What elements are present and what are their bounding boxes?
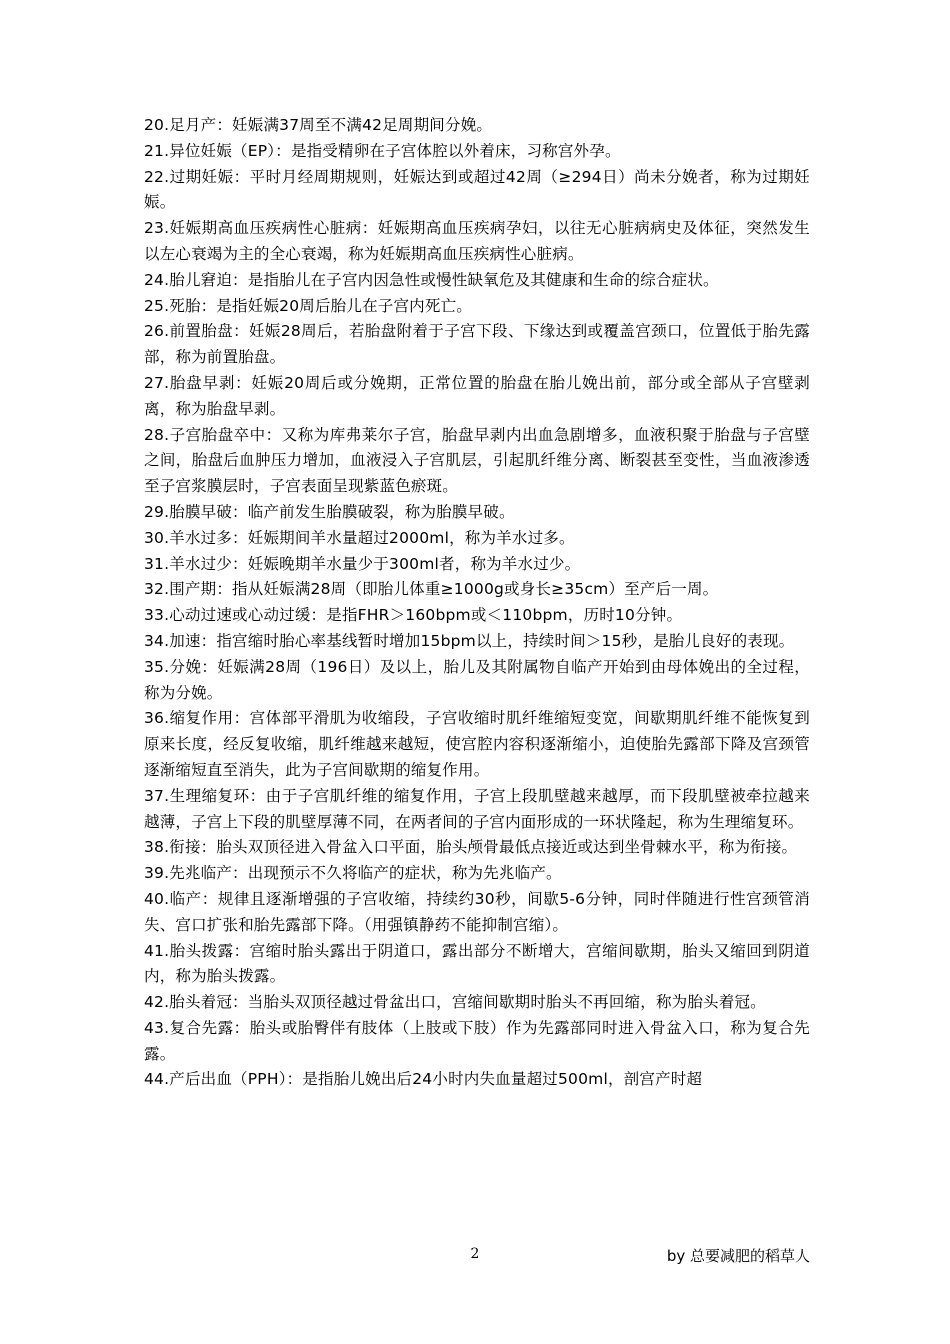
definition-entry: 41.胎头拨露：宫缩时胎头露出于阴道口，露出部分不断增大，宫缩间歇期，胎头又缩回到阴道内，称为胎头拨露。	[144, 941, 810, 986]
definition-entry: 31.羊水过少：妊娠晚期羊水量少于300ml者，称为羊水过少。	[144, 554, 581, 573]
definition-entry: 20.足月产：妊娠满37周至不满42足周期间分娩。	[144, 116, 493, 134]
definition-entry: 37.生理缩复环：由于子宫肌纤维的缩复作用，子宫上段肌壁越来越厚，而下段肌壁被牵拉越来越薄，子宫上下段的肌壁厚薄不同，在两者间的子宫内面形成的一环状隆起，称为生理缩复环。	[144, 786, 810, 831]
definition-entry: 23.妊娠期高血压疾病性心脏病：妊娠期高血压疾病孕妇，以往无心脏病病史及体征，突然发生以左心衰竭为主的全心衰竭，称为妊娠期高血压疾病性心脏病。	[144, 219, 810, 263]
definition-entry: 26.前置胎盘：妊娠28周后，若胎盘附着于子宫下段、下缘达到或覆盖宫颈口，位置低于胎先露部，称为前置胎盘。	[144, 322, 810, 367]
definitions-list	[144, 113, 810, 1093]
definition-entry: 36.缩复作用：宫体部平滑肌为收缩段，子宫收缩时肌纤维缩短变宽，间歇期肌纤维不能恢复到原来长度，经反复收缩，肌纤维越来越短，使宫腔内容积逐渐缩小，迫使胎先露部下降及宫颈管逐渐缩短直至消失，此为子宫间歇期的缩复作用。	[144, 709, 810, 779]
definition-entry: 27.胎盘早剥：妊娠20周后或分娩期，正常位置的胎盘在胎儿娩出前，部分或全部从子宫壁剥离，称为胎盘早剥。	[144, 373, 810, 418]
definition-entry: 38.衔接：胎头双顶径进入骨盆入口平面，胎头颅骨最低点接近或达到坐骨棘水平，称为衔接。	[144, 838, 798, 857]
definition-entry: 43.复合先露：胎头或胎臀伴有肢体（上肢或下肢）作为先露部同时进入骨盆入口，称为复合先露。	[144, 1018, 810, 1063]
author-credit: by 总要减肥的稻草人	[666, 1247, 810, 1265]
definition-entry: 39.先兆临产：出现预示不久将临产的症状，称为先兆临产。	[144, 864, 562, 883]
definition-entry: 42.胎头着冠：当胎头双顶径越过骨盆出口，宫缩间歇期时胎头不再回缩，称为胎头着冠。	[144, 993, 766, 1012]
definition-entry: 25.死胎：是指妊娠20周后胎儿在子宫内死亡。	[144, 296, 472, 315]
definition-entry: 44.产后出血（PPH）：是指胎儿娩出后24小时内失血量超过500ml，剖宫产时超	[144, 1070, 703, 1089]
definition-entry: 32.围产期：指从妊娠满28周（即胎儿体重≥1000g或身长≥35cm）至产后一周。	[144, 580, 719, 599]
definition-entry: 30.羊水过多：妊娠期间羊水量超过2000ml，称为羊水过多。	[144, 528, 575, 547]
definition-entry: 21.异位妊娠（EP）：是指受精卵在子宫体腔以外着床，习称宫外孕。	[144, 141, 621, 160]
definition-entry: 34.加速：指宫缩时胎心率基线暂时增加15bpm以上，持续时间＞15秒，是胎儿良好的表现。	[144, 631, 795, 650]
definition-entry: 22.过期妊娠：平时月经周期规则，妊娠达到或超过42周（≥294日）尚未分娩者，称为过期妊娠。	[144, 167, 810, 212]
definition-entry: 33.心动过速或心动过缓：是指FHR＞160bpm或＜110bpm，历时10分钟。	[144, 606, 683, 625]
definition-entry: 24.胎儿窘迫：是指胎儿在子宫内因急性或慢性缺氧危及其健康和生命的综合症状。	[144, 270, 719, 289]
definition-entry: 28.子宫胎盘卒中：又称为库弗莱尔子宫，胎盘早剥内出血急剧增多，血液积聚于胎盘与子宫壁之间，胎盘后血肿压力增加，血液浸入子宫肌层，引起肌纤维分离、断裂甚至变性，当血液渗透至子宫浆膜层时，子宫表面呈现紫蓝色瘀斑。	[144, 425, 810, 496]
definition-entry: 35.分娩：妊娠满28周（196日）及以上，胎儿及其附属物自临产开始到由母体娩出的全过程，称为分娩。	[144, 657, 810, 702]
page-number: 2	[470, 1246, 480, 1262]
definition-entry: 29.胎膜早破：临产前发生胎膜破裂，称为胎膜早破。	[144, 502, 515, 521]
definition-entry: 40.临产：规律且逐渐增强的子宫收缩，持续约30秒，间歇5-6分钟，同时伴随进行性宫颈管消失、宫口扩张和胎先露部下降。（用强镇静药不能抑制宫缩）。	[144, 889, 810, 934]
